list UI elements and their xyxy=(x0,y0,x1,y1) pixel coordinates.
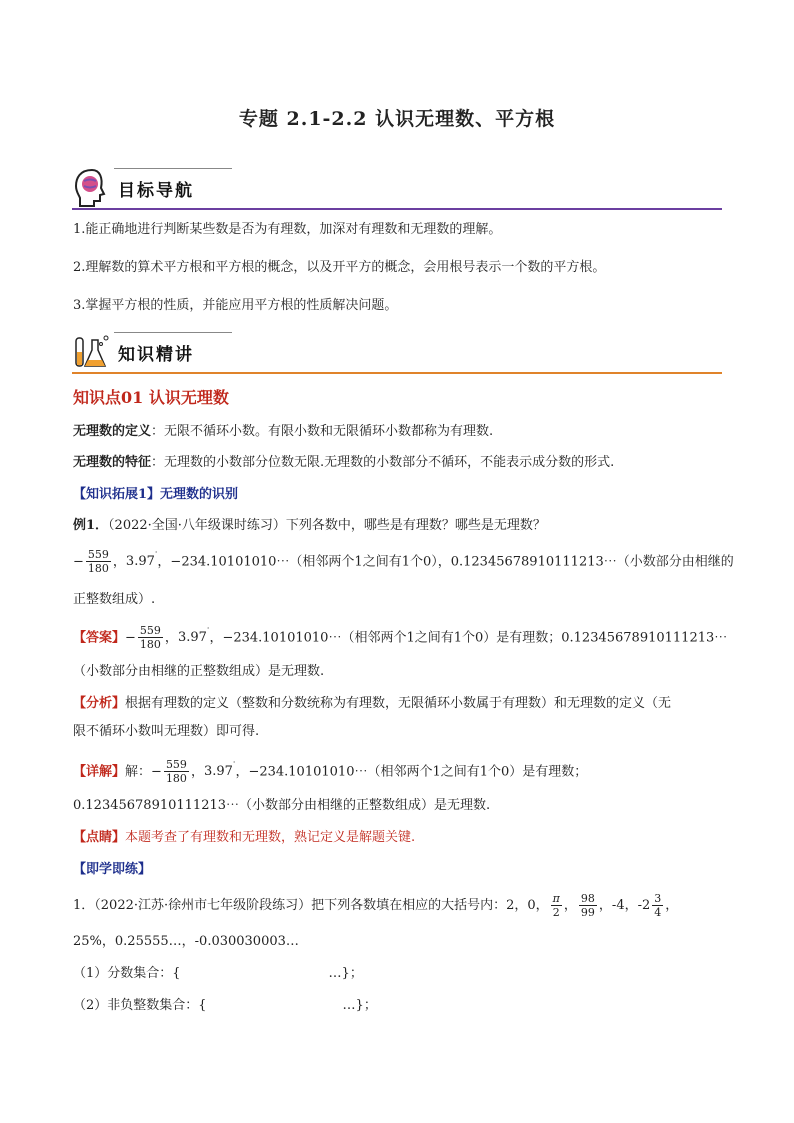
key-point-line xyxy=(73,828,415,848)
section-label: 知识精讲 xyxy=(118,345,194,365)
goal-item-1: 1.能正确地进行判断某些数是否为有理数，加深对有理数和无理数的理解。 xyxy=(73,222,502,237)
number-list-rest: ，−234.10101010⋯（相邻两个1之间有1个0），0.12345678910111213⋯（小数部分由相继的 xyxy=(157,554,734,570)
lab-flask-icon xyxy=(72,332,112,372)
feature-label: 无理数的特征 xyxy=(73,455,152,470)
feature-line xyxy=(73,453,614,473)
number-list-line xyxy=(73,548,734,575)
fraction xyxy=(138,624,163,651)
detail-rest: ，−234.10101010⋯（相邻两个1之间有1个0）是有理数； xyxy=(235,764,588,780)
sub-question-label: （1）分数集合：{ xyxy=(73,966,181,981)
example-1 xyxy=(73,516,546,536)
repeating-decimal xyxy=(177,624,210,646)
fraction-98-99 xyxy=(579,892,597,919)
answer-line-2: （小数部分由相继的正整数组成）是无理数. xyxy=(73,664,325,679)
separator: ， xyxy=(563,898,577,913)
question-text: 1．（2022·江苏·徐州市七年级阶段练习）把下列各数填在相应的大括号内：2，0， xyxy=(73,898,549,913)
fraction xyxy=(86,548,111,575)
key-point-tag: 【点睛】 xyxy=(73,830,126,845)
goal-item-3: 3.掌握平方根的性质，并能应用平方根的性质解决问题。 xyxy=(73,298,398,313)
separator: ， xyxy=(164,630,178,646)
goal-item-2: 2.理解数的算术平方根和平方根的概念，以及开平方的概念，会用根号表示一个数的平方根。 xyxy=(73,260,606,275)
detail-tag: 【详解】 xyxy=(73,764,126,780)
denominator: 180 xyxy=(87,562,109,576)
numerator: 559 xyxy=(165,758,187,772)
section-banner-goals xyxy=(72,168,722,210)
example-text: （2022·全国·八年级课时练习）下列各数中，哪些是有理数？哪些是无理数？ xyxy=(108,518,546,533)
key-point-text: 本题考查了有理数和无理数，熟记定义是解题关键. xyxy=(125,830,416,845)
numerator: 98 xyxy=(580,892,595,905)
number-list-cont: 正整数组成）. xyxy=(73,592,156,607)
section-label: 目标导航 xyxy=(118,181,194,201)
numerator: π xyxy=(552,892,560,905)
separator: ， xyxy=(112,554,126,570)
sub-question-label: （2）非负整数集合：{ xyxy=(73,998,207,1013)
answer-rest: ，−234.10101010⋯（相邻两个1之间有1个0）是有理数；0.12345678910111213⋯ xyxy=(209,630,728,646)
separator: ， xyxy=(190,764,204,780)
page-title: 专题 2.1-2.2 认识无理数、平方根 xyxy=(238,108,556,130)
definition-line xyxy=(73,422,493,442)
repeating-decimal xyxy=(125,548,158,570)
denominator: 4 xyxy=(654,906,662,919)
fraction-pi xyxy=(551,892,562,919)
repeat-dot: · xyxy=(154,548,158,557)
minus-sign: − xyxy=(73,554,84,570)
extension-heading: 【知识拓展1】无理数的识别 xyxy=(73,487,239,502)
brain-head-icon xyxy=(72,166,112,208)
banner-top-rule xyxy=(114,332,232,333)
section-rule xyxy=(72,372,722,374)
numerator: 3 xyxy=(654,892,662,905)
knowledge-point-title: 知识点01 认识无理数 xyxy=(73,388,229,407)
decimal-value: 3.97 xyxy=(125,554,155,570)
repeat-dot: · xyxy=(206,624,210,633)
decimal-value: 3.97 xyxy=(203,764,233,780)
analysis-line-2: 限不循环小数叫无理数）即可得. xyxy=(73,724,260,739)
analysis-tag: 【分析】 xyxy=(73,696,126,711)
decimal-value: 3.97 xyxy=(177,630,207,646)
section-banner-knowledge xyxy=(72,332,722,374)
answer-tag: 【答案】 xyxy=(73,630,126,646)
question-1 xyxy=(73,892,678,919)
question-1-numbers: 25%，0.25555…，-0.030030003… xyxy=(73,934,299,949)
analysis-text: 根据有理数的定义（整数和分数统称为有理数，无限循环小数属于有理数）和无理数的定义（无 xyxy=(125,696,672,711)
definition-text: ：无限不循环小数。有限小数和无限循环小数都称为有理数. xyxy=(151,424,494,439)
repeating-decimal xyxy=(203,758,236,780)
denominator: 99 xyxy=(580,906,595,919)
detail-line-2: 0.12345678910111213⋯（小数部分由相继的正整数组成）是无理数. xyxy=(73,798,491,813)
fraction xyxy=(164,758,189,785)
repeat-dot: · xyxy=(232,758,236,767)
sub-question-close: …}； xyxy=(328,966,363,981)
question-end: ， xyxy=(665,898,679,913)
answer-line xyxy=(73,624,727,651)
detail-line xyxy=(73,758,587,785)
definition-label: 无理数的定义 xyxy=(73,424,152,439)
sub-question-close: …}； xyxy=(342,998,377,1013)
analysis-line xyxy=(73,694,671,714)
sub-question-2 xyxy=(73,996,377,1016)
numerator: 559 xyxy=(139,624,161,638)
practice-heading: 【即学即练】 xyxy=(73,862,152,877)
section-rule xyxy=(72,208,722,210)
sub-question-1 xyxy=(73,964,363,984)
numerator: 559 xyxy=(87,548,109,562)
fraction-3-4 xyxy=(652,892,663,919)
banner-top-rule xyxy=(114,168,232,169)
denominator: 180 xyxy=(139,638,161,652)
denominator: 2 xyxy=(552,906,560,919)
minus-sign: − xyxy=(125,630,136,646)
detail-prefix: 解： xyxy=(125,764,152,780)
minus-sign: − xyxy=(151,764,162,780)
question-mid: ，-4，-2 xyxy=(598,898,651,913)
example-label: 例1． xyxy=(73,518,109,533)
feature-text: ：无理数的小数部分位数无限.无理数的小数部分不循环，不能表示成分数的形式. xyxy=(151,455,615,470)
denominator: 180 xyxy=(165,772,187,786)
